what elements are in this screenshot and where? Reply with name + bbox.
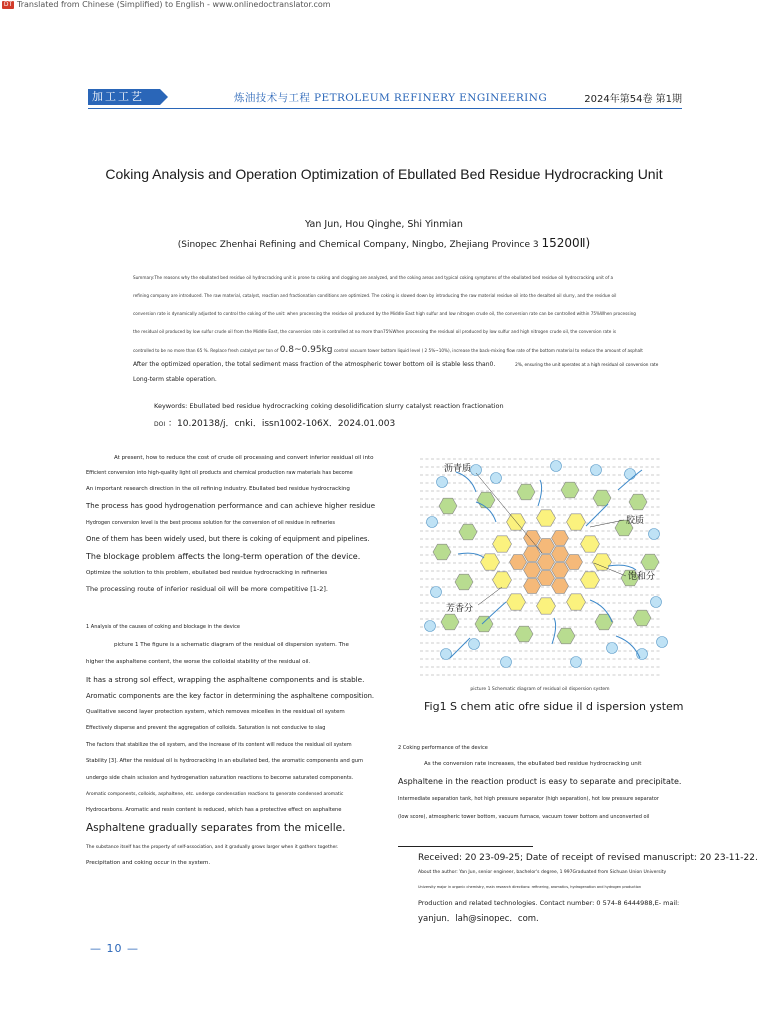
keywords: Keywords: Ebullated bed residue hydrocracking coking desolidification slurry catalyst reaction fractionation bbox=[154, 402, 504, 410]
resin-hexagon bbox=[493, 572, 512, 588]
body-paragraph-line: An important research direction in the oil refining industry. Ebullated bed residue hydrocracking bbox=[86, 486, 350, 493]
affiliation-code: 15200Ⅱ) bbox=[541, 236, 591, 250]
body-paragraph-line: It has a strong sol effect, wrapping the asphaltene components and is stable. bbox=[86, 674, 365, 684]
aromatic-hexagon bbox=[475, 616, 493, 632]
asphaltene-hexagon bbox=[524, 547, 541, 562]
side-chain-line bbox=[482, 602, 506, 624]
aromatic-hexagon bbox=[459, 524, 477, 540]
body-paragraph-line: The substance itself has the property of self-association, and it gradually grows larger when it gathers together. bbox=[86, 844, 339, 850]
resin-hexagon bbox=[507, 594, 526, 610]
side-chain-line bbox=[552, 618, 556, 644]
catalyst-amount: 0.8~0.95kg bbox=[279, 345, 333, 355]
body-paragraph-line: Asphaltene gradually separates from the micelle. bbox=[86, 821, 346, 834]
saturate-circle bbox=[469, 639, 480, 650]
saturate-circle bbox=[607, 643, 618, 654]
aromatic-hexagon bbox=[477, 492, 495, 508]
saturate-circle bbox=[491, 473, 502, 484]
abstract-line-start: controlled to be no more than 65 %. Replace fresh catalyst per ton of bbox=[133, 348, 279, 353]
running-header bbox=[88, 89, 682, 105]
footnote-line: University major in organic chemistry, main research directions: refinering, aromatics, hydrogenation and hydrogen production bbox=[418, 884, 642, 889]
footnote-line: yanjun．lah@sinopec．com. bbox=[418, 914, 539, 925]
body-paragraph-line: picture 1 The figure is a schematic diagram of the residual oil dispersion system. The bbox=[114, 641, 349, 648]
aromatic-hexagon bbox=[517, 484, 535, 500]
figure-caption-chinese-translated: picture 1 Schematic diagram of residual oil dispersion system bbox=[470, 687, 610, 692]
resin-hexagon bbox=[567, 514, 586, 530]
aromatic-hexagon bbox=[629, 494, 647, 510]
figure-caption: Fig1 S chem atic ofre sidue il d ispersion ystem bbox=[424, 700, 684, 713]
saturate-circle bbox=[625, 469, 636, 480]
body-paragraph-line: Effectively disperse and prevent the aggregation of colloids. Saturation is not conducive to slag bbox=[86, 724, 326, 731]
footnote-line: Production and related technologies. Contact number: 0 574-8 6444988,E- mail: bbox=[418, 899, 680, 908]
asphaltene-hexagon bbox=[510, 555, 527, 570]
aromatic-hexagon bbox=[441, 614, 459, 630]
abstract-line: Long-term stable operation. bbox=[133, 376, 217, 383]
resin-hexagon bbox=[493, 536, 512, 552]
abstract-line: refining company are introduced. The raw material, catalyst, reaction and fractionation conditions are optimized. The coking is slowed down by introducing the raw material residue oil into the desalted oil slurry, and the residue oil bbox=[133, 293, 617, 298]
abstract-line: the residual oil produced by low sulfur crude oil from the Middle East, the conversion rate is controlled at no more than75%When processing the residual oil produced by low sulfur and high nitrogen crude oil, the conversion rate is bbox=[133, 329, 617, 334]
journal-name: 炼油技术与工程 PETROLEUM REFINERY ENGINEERING bbox=[234, 92, 548, 104]
paper-title: Coking Analysis and Operation Optimization of Ebullated Bed Residue Hydrocracking Unit bbox=[105, 166, 663, 182]
saturate-circle bbox=[649, 529, 660, 540]
aromatic-hexagon bbox=[515, 626, 533, 642]
body-paragraph-line: The blockage problem affects the long-term operation of the device. bbox=[86, 551, 361, 561]
body-paragraph-line: Precipitation and coking occur in the system. bbox=[86, 860, 211, 867]
body-paragraph-line: One of them has been widely used, but there is coking of equipment and pipelines. bbox=[86, 535, 370, 543]
resin-hexagon bbox=[481, 554, 500, 570]
figure-label: 饱和分 bbox=[628, 572, 656, 582]
aromatic-hexagon bbox=[633, 610, 651, 626]
figure-leader-line bbox=[478, 587, 502, 605]
abstract-result: After the optimized operation, the total sediment mass fraction of the atmospheric tower bottom oil is stable less than0. bbox=[133, 361, 496, 368]
body-paragraph-line: Aromatic components are the key factor in determining the asphaltene composition. bbox=[86, 691, 375, 700]
body-paragraph-line: As the conversion rate increases, the ebullated bed residue hydrocracking unit bbox=[424, 761, 642, 768]
translator-banner[interactable] bbox=[2, 0, 331, 9]
saturate-circle bbox=[651, 597, 662, 608]
figure-label: 芳香分 bbox=[446, 604, 474, 614]
asphaltene-hexagon bbox=[538, 571, 555, 586]
aromatic-hexagon bbox=[433, 544, 451, 560]
doi[interactable] bbox=[154, 416, 395, 429]
body-paragraph-line: Hydrocarbons. Aromatic and resin content is reduced, which has a protective effect on asphaltene bbox=[86, 807, 342, 813]
side-chain-line bbox=[458, 553, 484, 558]
doi-value[interactable]: ：10.20138/j．cnki．issn1002-106X．2024.01.003 bbox=[168, 419, 396, 429]
body-paragraph-line: Efficient conversion into high-quality light oil products and chemical production raw materials has become bbox=[86, 469, 353, 476]
body-paragraph-line: Hydrogen conversion level is the best process solution for the conversion of oil residue in refineries bbox=[86, 519, 335, 526]
saturate-circle bbox=[425, 621, 436, 632]
figure-dispersion-diagram bbox=[418, 455, 662, 681]
asphaltene-hexagon bbox=[538, 539, 555, 554]
asphaltene-hexagon bbox=[552, 579, 569, 594]
aromatic-hexagon bbox=[593, 490, 611, 506]
body-right-column bbox=[398, 745, 682, 821]
body-paragraph-line: Asphaltene in the reaction product is easy to separate and precipitate. bbox=[398, 777, 682, 787]
abstract-line bbox=[133, 345, 661, 356]
saturate-circle bbox=[427, 517, 438, 528]
aromatic-hexagon bbox=[439, 498, 457, 514]
aromatic-hexagon bbox=[557, 628, 575, 644]
resin-hexagon bbox=[537, 598, 556, 614]
saturate-circle bbox=[591, 465, 602, 476]
resin-hexagon bbox=[507, 514, 526, 530]
asphaltene-hexagon bbox=[566, 555, 583, 570]
translator-logo-icon: DT bbox=[3, 0, 13, 8]
aromatic-hexagon bbox=[641, 554, 659, 570]
header-divider bbox=[88, 108, 682, 109]
affiliation-text: (Sinopec Zhenhai Refining and Chemical Company, Ningbo, Zhejiang Province 3 bbox=[177, 240, 539, 250]
body-paragraph-line: Optimize the solution to this problem, ebullated bed residue hydrocracking in refineries bbox=[86, 569, 328, 576]
aromatic-hexagon bbox=[455, 574, 473, 590]
body-paragraph-line: The factors that stabilize the oil system, and the increase of its content will reduce the residual oil system bbox=[86, 742, 352, 749]
asphaltene-hexagon bbox=[552, 563, 569, 578]
resin-hexagon bbox=[537, 510, 556, 526]
body-left-column bbox=[86, 455, 376, 867]
figure-label: 沥青质 bbox=[444, 464, 472, 474]
abstract-result-tail: 2%, ensuring the unit operates at a high residual oil conversion rate bbox=[515, 362, 659, 367]
resin-hexagon bbox=[567, 594, 586, 610]
resin-hexagon bbox=[581, 572, 600, 588]
abstract-line: conversion rate is dynamically adjusted to control the coking of the unit: when processing the residue oil produced by the Middle East high sulfur and low nitrogen crude oil, the conversion rate can be controlled within 75%When processing bbox=[133, 311, 636, 316]
page-number: — 10 — bbox=[90, 942, 139, 955]
side-chain-line bbox=[608, 565, 636, 570]
resin-hexagon bbox=[581, 536, 600, 552]
asphaltene-hexagon bbox=[552, 547, 569, 562]
affiliation bbox=[0, 236, 768, 250]
side-chain-line bbox=[538, 480, 542, 506]
aromatic-hexagon bbox=[561, 482, 579, 498]
footnote-line: Received: 20 23-09-25; Date of receipt of revised manuscript: 20 23-11-22. bbox=[418, 853, 758, 863]
body-paragraph-line: higher the asphaltene content, the worse the colloidal stability of the residual oil. bbox=[86, 658, 311, 665]
footnote-line: About the author: Yan Jun, senior engineer, bachelor's degree, 1 997Graduated from Sichuan Union University bbox=[418, 870, 667, 876]
body-paragraph-line: (low score), atmospheric tower bottom, vacuum furnace, vacuum tower bottom and unconverted oil bbox=[398, 814, 650, 821]
aromatic-hexagon bbox=[595, 614, 613, 630]
asphaltene-hexagon bbox=[524, 579, 541, 594]
body-paragraph-line: Intermediate separation tank, hot high pressure separator (high separation), hot low pressure separator bbox=[398, 796, 659, 803]
saturate-circle bbox=[501, 657, 512, 668]
body-paragraph-line: At present, how to reduce the cost of crude oil processing and convert inferior residual oil into bbox=[114, 455, 374, 461]
abstract bbox=[133, 273, 661, 393]
abstract-line: Summary:The reasons why the ebullated bed residue oil hydrocracking unit is prone to coking and clogging are analyzed, and the coking areas and typical coking symptoms of the ebullated bed residue oil hydrocracking unit of a bbox=[133, 275, 614, 280]
saturate-circle bbox=[437, 477, 448, 488]
footnote-rule bbox=[398, 846, 533, 847]
saturate-circle bbox=[431, 587, 442, 598]
body-paragraph-line: Stability [3]. After the residual oil is hydrocracking in an ebullated bed, the aromatic components and gum bbox=[86, 758, 364, 765]
abstract-line-end: control vacuum tower bottom liquid level ( 2 5%~10%), increase the back-mixing flow rate of the bottom material to reduce the amount of asphalt bbox=[333, 348, 643, 353]
saturate-circle bbox=[551, 461, 562, 472]
body-paragraph-line: undergo side chain scission and hydrogenation saturation reactions to become saturated components. bbox=[86, 774, 354, 781]
body-paragraph-line: The process has good hydrogenation performance and can achieve higher residue bbox=[86, 502, 376, 510]
resin-hexagon bbox=[593, 554, 612, 570]
asphaltene-hexagon bbox=[552, 531, 569, 546]
asphaltene-hexagon bbox=[524, 563, 541, 578]
body-paragraph-line: Aromatic components, colloids, asphaltene, etc. undergo condensation reactions to generate condensed aromatic bbox=[86, 792, 344, 798]
figure-label: 胶质 bbox=[626, 516, 645, 526]
body-paragraph-line: Qualitative second layer protection system, which removes micelles in the residual oil system bbox=[86, 709, 345, 715]
side-chain-line bbox=[450, 638, 470, 658]
saturate-circle bbox=[471, 465, 482, 476]
saturate-circle bbox=[657, 637, 668, 648]
footnote bbox=[418, 853, 758, 925]
asphaltene-hexagon bbox=[538, 555, 555, 570]
volume-issue: 2024年第54卷 第1期 bbox=[584, 94, 682, 105]
body-paragraph-line: 2 Coking performance of the device bbox=[398, 745, 488, 751]
saturate-circle bbox=[571, 657, 582, 668]
body-paragraph-line: 1 Analysis of the causes of coking and blockage in the device bbox=[86, 623, 240, 630]
asphaltene-hexagon bbox=[524, 531, 541, 546]
body-paragraph-line: The processing route of inferior residual oil will be more competitive [1-2]. bbox=[86, 585, 328, 594]
authors: Yan Jun, Hou Qinghe, Shi Yinmian bbox=[305, 219, 463, 230]
section-tag: 加工工艺 bbox=[88, 89, 160, 105]
doi-label: DOI bbox=[154, 421, 166, 428]
translator-banner-text: Translated from Chinese (Simplified) to English - www.onlinedoctranslator.com bbox=[17, 0, 331, 9]
abstract-line bbox=[133, 360, 661, 370]
